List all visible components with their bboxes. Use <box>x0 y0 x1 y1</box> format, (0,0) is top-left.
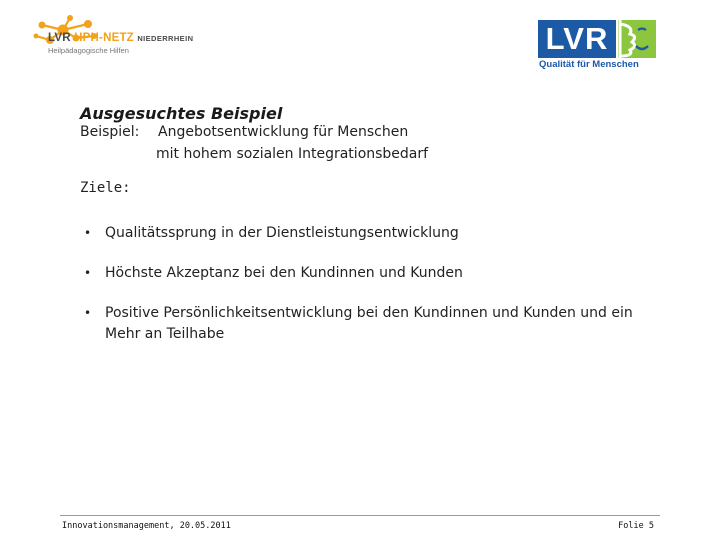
bullet-icon: • <box>84 266 92 280</box>
list-item <box>80 303 660 345</box>
lvr-logo <box>538 20 658 72</box>
example-text-1: Angebotsentwicklung für Menschen <box>158 124 409 140</box>
goals-label: Ziele: <box>80 180 131 196</box>
slide-number: Folie 5 <box>618 521 654 531</box>
footer-divider <box>60 515 660 516</box>
lvr-wordmark: LVR <box>538 20 616 58</box>
bullet-icon: • <box>84 226 92 240</box>
example-line <box>80 124 408 140</box>
logo-prefix: LVR <box>48 32 71 44</box>
face-icon <box>618 20 656 58</box>
list-item <box>80 263 680 284</box>
example-text-2: mit hohem sozialen Integrationsbedarf <box>156 146 429 162</box>
hph-netz-wordmark <box>48 32 193 44</box>
example-label: Beispiel: <box>80 124 140 140</box>
list-item-text: Positive Persönlichkeitsentwicklung bei den Kundinnen und Kunden und ein Mehr an Teilhabe <box>105 305 633 342</box>
logo-name: HPH-NETZ <box>74 32 134 44</box>
logo-region: NIEDERRHEIN <box>137 34 194 43</box>
slide-heading: Ausgesuchtes Beispiel <box>80 104 283 123</box>
list-item <box>80 223 680 244</box>
footer-left-text: Innovationsmanagement, 20.05.2011 <box>62 521 231 531</box>
network-icon <box>30 14 230 74</box>
list-item-text: Höchste Akzeptanz bei den Kundinnen und Kunden <box>105 265 463 281</box>
logo-subtitle: Heilpädagogische Hilfen <box>48 46 129 55</box>
hph-netz-logo <box>30 14 230 74</box>
list-item-text: Qualitätssprung in der Dienstleistungsentwicklung <box>105 225 459 241</box>
bullet-icon: • <box>84 306 92 320</box>
lvr-tagline: Qualität für Menschen <box>539 59 639 70</box>
